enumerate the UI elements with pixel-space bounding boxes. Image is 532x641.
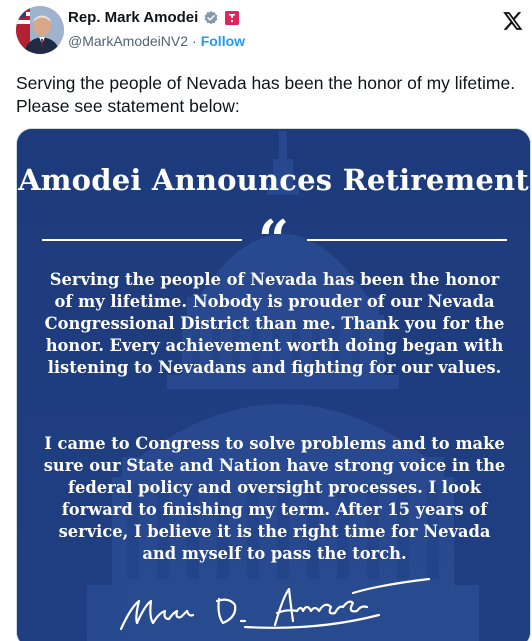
tweet-header xyxy=(0,0,532,64)
avatar[interactable] xyxy=(16,6,64,54)
statement-paragraph-2: I came to Congress to solve problems and to make sure our State and Nation have strong voice in the federal policy and oversight processes. I look forward to finishing my term. After 15 years of service, I believe it is the right time for Nevada and myself to pass the torch. xyxy=(43,434,506,563)
tweet-text: Serving the people of Nevada has been the honor of my lifetime. Please see statement below: xyxy=(16,73,516,116)
separator-dot: · xyxy=(192,33,197,49)
handle-row xyxy=(68,33,245,49)
author-name[interactable]: Rep. Mark Amodei xyxy=(68,9,199,26)
follow-button[interactable]: Follow xyxy=(200,33,246,49)
portrait-avatar-icon xyxy=(16,6,64,54)
x-logo-icon[interactable] xyxy=(502,10,524,32)
author-name-row xyxy=(68,9,240,26)
author-handle[interactable]: @MarkAmodeiNV2 xyxy=(68,33,189,49)
handwritten-signature xyxy=(117,577,447,637)
divider-right xyxy=(307,239,507,241)
statement-headline: Amodei Announces Retirement xyxy=(18,163,529,197)
statement-paragraph-1: Serving the people of Nevada has been the honor of my lifetime. Nobody is prouder of our Nevada Congressional District than me. Thank you for the honor. Every achievement worth doing began with listening to Nevadans and fighting for our values. xyxy=(44,270,505,377)
quote-icon: “ xyxy=(257,208,290,272)
verified-badge-icon xyxy=(203,10,219,26)
statement-image[interactable] xyxy=(16,128,531,641)
government-badge-icon xyxy=(224,10,240,26)
